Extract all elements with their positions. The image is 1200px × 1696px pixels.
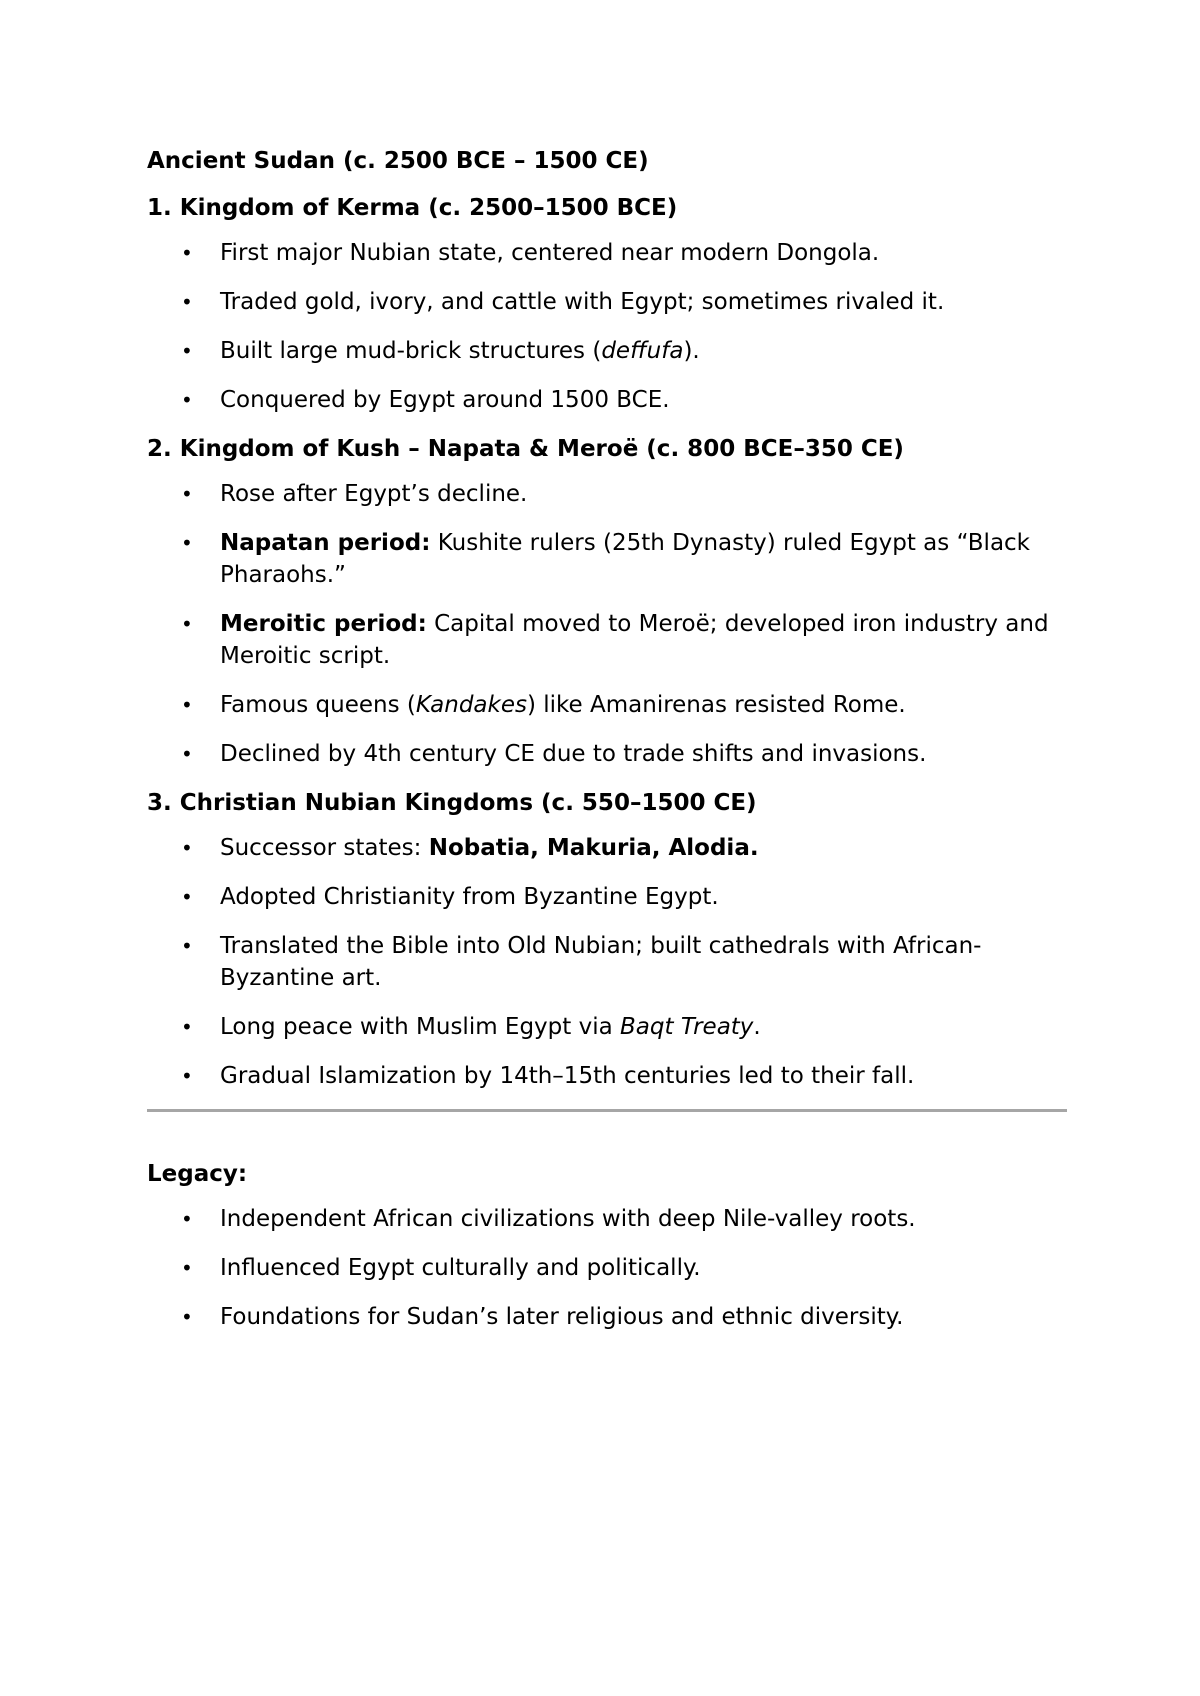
bullet-list-christian-nubia [147,832,1067,1092]
bullet-icon: • [181,388,193,412]
horizontal-divider [147,1109,1067,1112]
italic-term: Baqt Treaty [620,1014,754,1040]
list-item: • Successor states: Nobatia, Makuria, Alodia. [147,832,1067,864]
list-item: • Built large mud-brick structures (deffufa). [147,335,1067,367]
list-item: • Conquered by Egypt around 1500 BCE. [147,384,1067,416]
list-item: • Long peace with Muslim Egypt via Baqt Treaty. [147,1011,1067,1043]
list-item: • Foundations for Sudan’s later religious and ethnic diversity. [147,1301,1067,1333]
bullet-icon: • [181,836,193,860]
bullet-icon: • [181,241,193,265]
list-item: • Meroitic period: Capital moved to Meroë; developed iron industry and Meroitic script. [147,608,1067,672]
bullet-list-kush [147,478,1067,770]
italic-term: deffufa [601,338,684,364]
section-heading-kerma: 1. Kingdom of Kerma (c. 2500–1500 BCE) [147,195,678,221]
bullet-icon: • [181,612,193,636]
bullet-icon: • [181,482,193,506]
legacy-heading: Legacy: [147,1161,248,1187]
list-item: • Famous queens (Kandakes) like Amanirenas resisted Rome. [147,689,1067,721]
bold-term: Meroitic period: [220,611,427,637]
bullet-icon: • [181,531,193,555]
bold-term: Nobatia, Makuria, Alodia. [428,835,759,861]
bullet-icon: • [181,742,193,766]
bullet-icon: • [181,1207,193,1231]
list-item: • Influenced Egypt culturally and politically. [147,1252,1067,1284]
bullet-icon: • [181,1015,193,1039]
list-item: • Adopted Christianity from Byzantine Egypt. [147,881,1067,913]
bullet-icon: • [181,693,193,717]
list-item: • Gradual Islamization by 14th–15th centuries led to their fall. [147,1060,1067,1092]
bullet-icon: • [181,1064,193,1088]
section-heading-kush: 2. Kingdom of Kush – Napata & Meroë (c. 800 BCE–350 CE) [147,436,904,462]
bold-term: Napatan period: [220,530,431,556]
list-item: • Declined by 4th century CE due to trade shifts and invasions. [147,738,1067,770]
list-item: • Traded gold, ivory, and cattle with Egypt; sometimes rivaled it. [147,286,1067,318]
bullet-list-legacy [147,1203,1067,1333]
bullet-list-kerma [147,237,1067,416]
bullet-icon: • [181,339,193,363]
section-heading-christian-nubia: 3. Christian Nubian Kingdoms (c. 550–1500 CE) [147,790,757,816]
bullet-icon: • [181,934,193,958]
document-title: Ancient Sudan (c. 2500 BCE – 1500 CE) [147,148,649,174]
bullet-icon: • [181,1305,193,1329]
italic-term: Kandakes [415,692,527,718]
list-item: • Napatan period: Kushite rulers (25th Dynasty) ruled Egypt as “Black Pharaohs.” [147,527,1067,591]
document-content [147,145,1067,1350]
bullet-icon: • [181,885,193,909]
list-item: • First major Nubian state, centered near modern Dongola. [147,237,1067,269]
list-item: • Rose after Egypt’s decline. [147,478,1067,510]
list-item: • Independent African civilizations with deep Nile-valley roots. [147,1203,1067,1235]
bullet-icon: • [181,1256,193,1280]
list-item: • Translated the Bible into Old Nubian; built cathedrals with African-Byzantine art. [147,930,1067,994]
bullet-icon: • [181,290,193,314]
